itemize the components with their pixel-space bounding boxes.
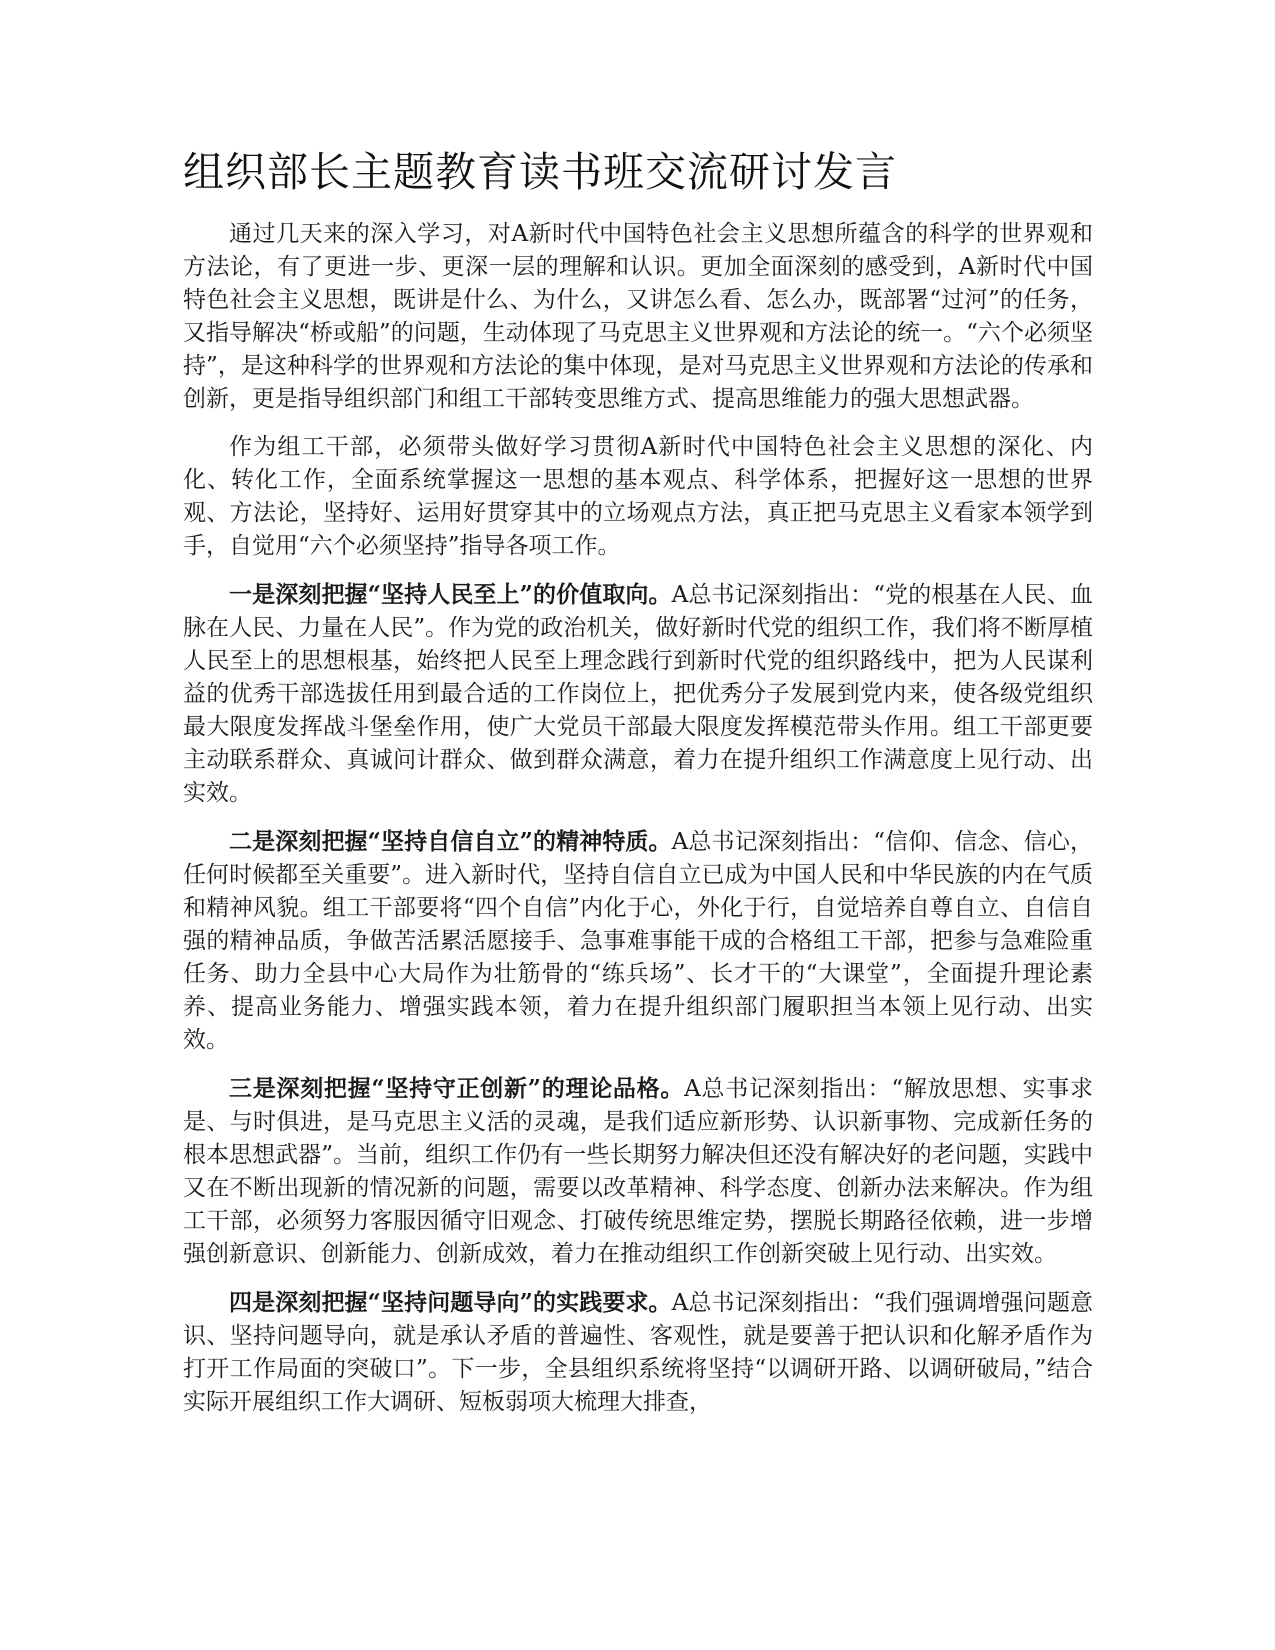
paragraph-text: A总书记深刻指出：“我们强调增强问题意识、坚持问题导向，就是承认矛盾的普遍性、客观性，就是要善于把认识和化解矛盾作为打开工作局面的突破口”。下一步，全县组织系统将坚持“以调研开路、以调研破局，”结合实际开展组织工作大调研、短板弱项大梳理大排查，	[183, 1290, 1093, 1415]
paragraph-point-four	[183, 1286, 1093, 1419]
paragraph-lead-heading: 三是深刻把握“坚持守正创新”的理论品格。	[229, 1075, 685, 1102]
paragraph-intro	[183, 218, 1093, 416]
paragraph-cadre-duty	[183, 431, 1093, 563]
paragraph-point-three	[183, 1072, 1093, 1271]
paragraph-text: 通过几天来的深入学习，对A新时代中国特色社会主义思想所蕴含的科学的世界观和方法论，有了更进一步、更深一层的理解和认识。更加全面深刻的感受到，A新时代中国特色社会主义思想，既讲是什么、为什么，又讲怎么看、怎么办，既部署“过河”的任务，又指导解决“桥或船”的问题，生动体现了马克思主义世界观和方法论的统一。“六个必须坚持”，是这种科学的世界观和方法论的集中体现，是对马克思主义世界观和方法论的传承和创新，更是指导组织部门和组工干部转变思维方式、提高思维能力的强大思想武器。	[183, 221, 1093, 412]
paragraph-text: A总书记深刻指出：“党的根基在人民、血脉在人民、力量在人民”。作为党的政治机关，做好新时代党的组织工作，我们将不断厚植人民至上的思想根基，始终把人民至上理念践行到新时代党的组织路线中，把为人民谋利益的优秀干部选拔任用到最合适的工作岗位上，把优秀分子发展到党内来，使各级党组织最大限度发挥战斗堡垒作用，使广大党员干部最大限度发挥模范带头作用。组工干部更要主动联系群众、真诚问计群众、做到群众满意，着力在提升组织工作满意度上见行动、出实效。	[183, 582, 1093, 806]
paragraph-lead-heading: 四是深刻把握“坚持问题导向”的实践要求。	[229, 1289, 672, 1316]
paragraph-text: A总书记深刻指出：“信仰、信念、信心，任何时候都至关重要”。进入新时代，坚持自信自立已成为中国人民和中华民族的内在气质和精神风貌。组工干部要将“四个自信”内化于心，外化于行，自觉培养自尊自立、自信自强的精神品质，争做苦活累活愿接手、急事难事能干成的合格组工干部，把参与急难险重任务、助力全县中心大局作为壮筋骨的“练兵场”、长才干的“大课堂”，全面提升理论素养、提高业务能力、增强实践本领，着力在提升组织部门履职担当本领上见行动、出实效。	[183, 829, 1093, 1053]
paragraph-lead-heading: 二是深刻把握“坚持自信自立”的精神特质。	[229, 828, 672, 855]
paragraph-point-one	[183, 578, 1093, 810]
paragraph-text: 作为组工干部，必须带头做好学习贯彻A新时代中国特色社会主义思想的深化、内化、转化工作，全面系统掌握这一思想的基本观点、科学体系，把握好这一思想的世界观、方法论，坚持好、运用好贯穿其中的立场观点方法，真正把马克思主义看家本领学到手，自觉用“六个必须坚持”指导各项工作。	[183, 434, 1093, 559]
paragraph-lead-heading: 一是深刻把握“坚持人民至上”的价值取向。	[229, 581, 672, 608]
paragraph-point-two	[183, 825, 1093, 1057]
paragraph-text: A总书记深刻指出：“解放思想、实事求是、与时俱进，是马克思主义活的灵魂，是我们适应新形势、认识新事物、完成新任务的根本思想武器”。当前，组织工作仍有一些长期努力解决但还没有解决好的老问题，实践中又在不断出现新的情况新的问题，需要以改革精神、科学态度、创新办法来解决。作为组工干部，必须努力客服因循守旧观念、打破传统思维定势，摆脱长期路径依赖，进一步增强创新意识、创新能力、创新成效，着力在推动组织工作创新突破上见行动、出实效。	[183, 1076, 1093, 1267]
document-body	[183, 218, 1093, 1434]
document-title: 组织部长主题教育读书班交流研讨发言	[183, 148, 897, 196]
